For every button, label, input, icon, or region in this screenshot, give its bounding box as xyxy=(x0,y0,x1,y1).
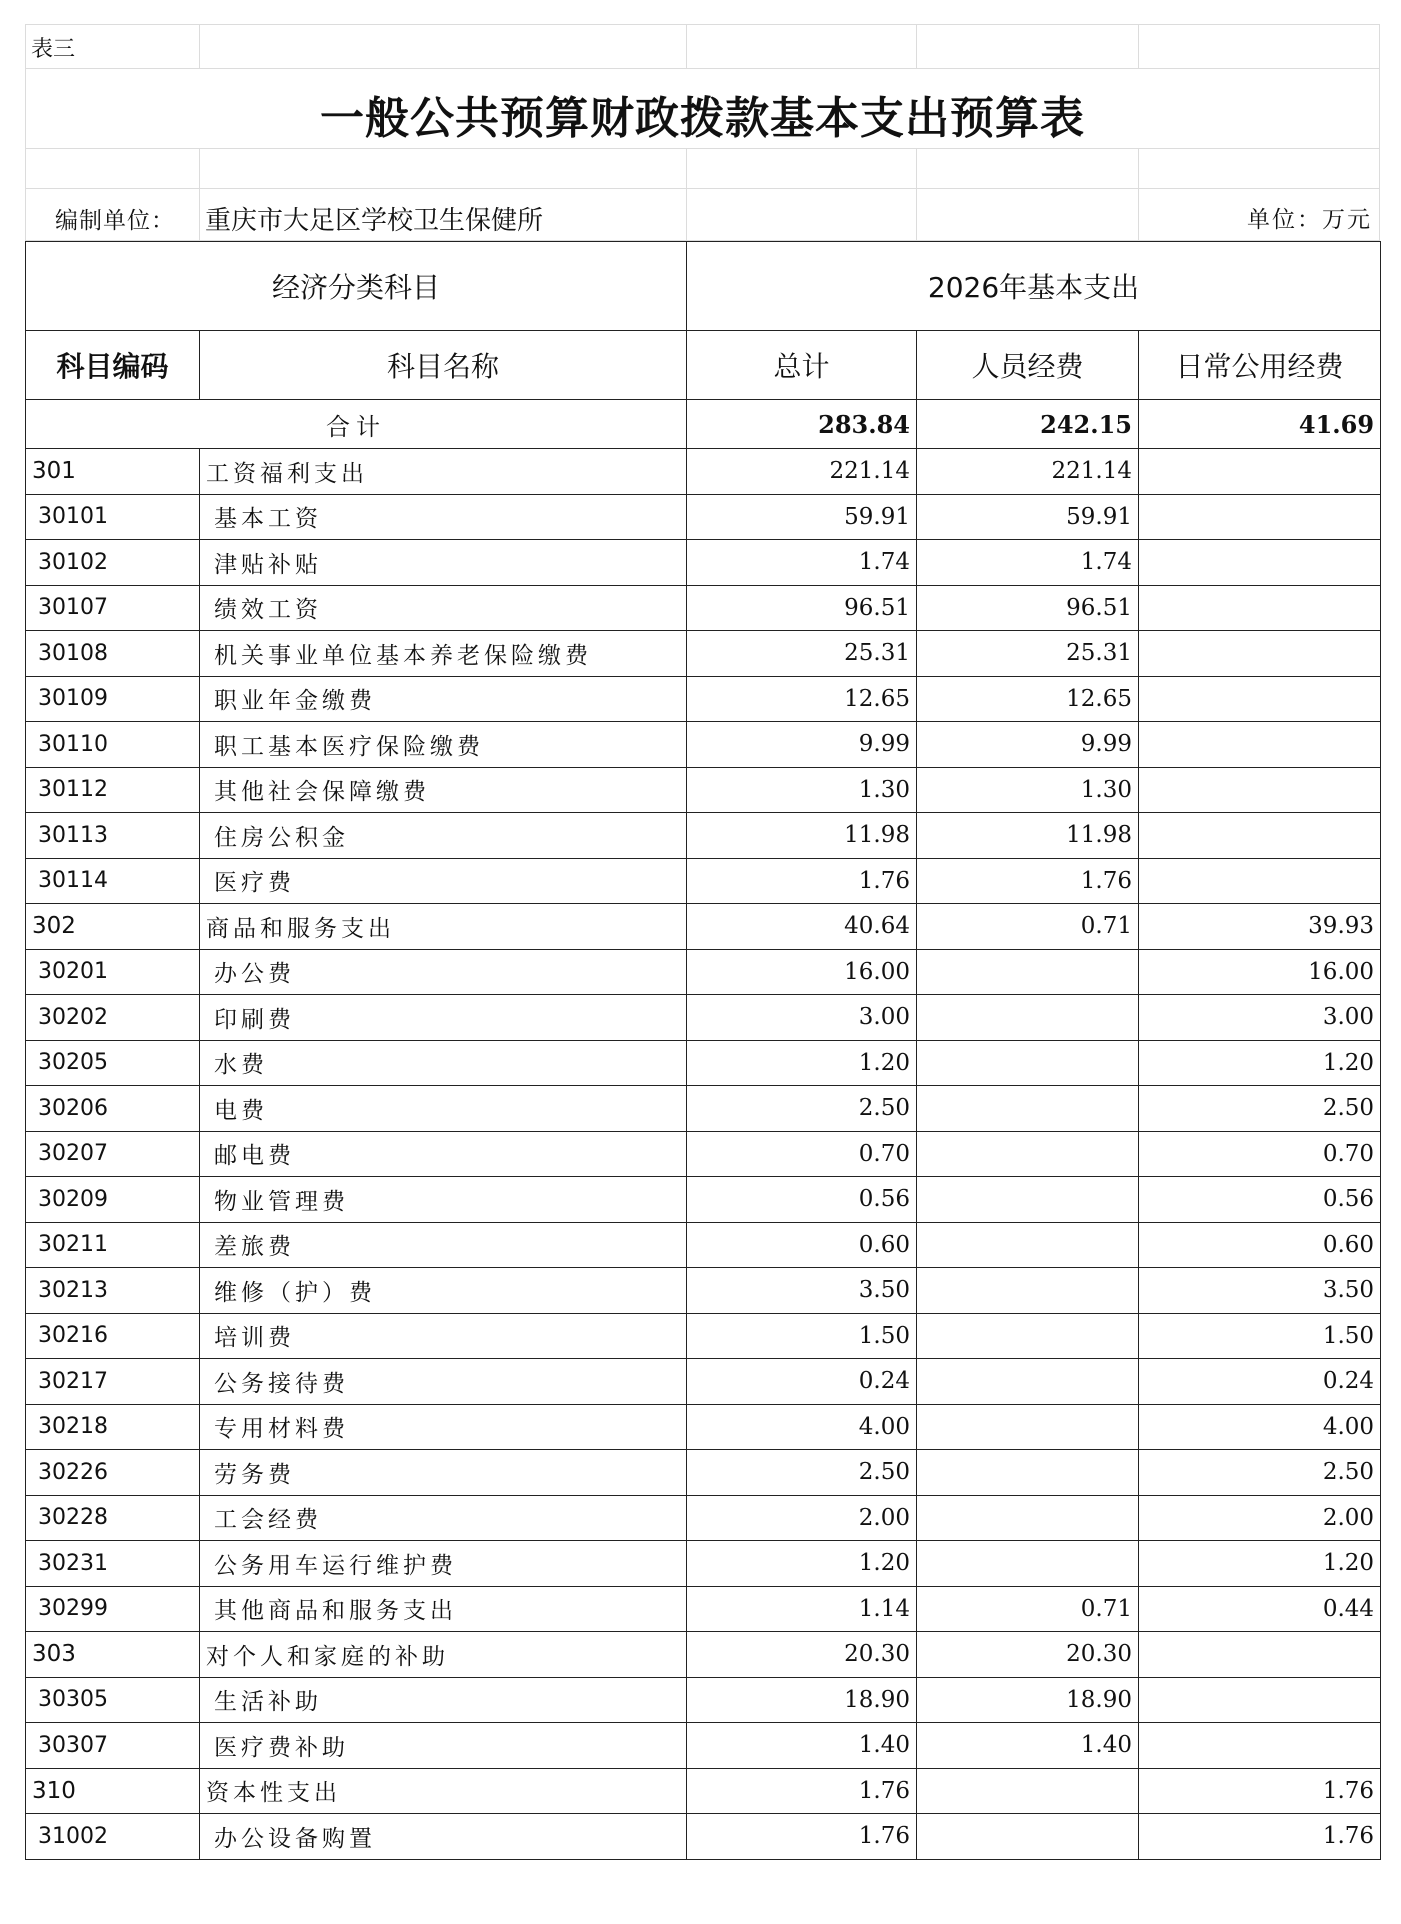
table-row xyxy=(26,1495,1381,1541)
cell-name: 工资福利支出 xyxy=(200,449,687,495)
cell-code: 301 xyxy=(26,449,200,495)
cell-personnel: 1.40 xyxy=(917,1723,1139,1769)
header-name: 科目名称 xyxy=(200,331,687,400)
cell-name: 医疗费补助 xyxy=(200,1723,687,1769)
cell-personnel: 12.65 xyxy=(917,676,1139,722)
cell-public: 2.00 xyxy=(1139,1495,1381,1541)
table-row xyxy=(26,1541,1381,1587)
cell-name: 津贴补贴 xyxy=(200,540,687,586)
cell-name: 办公设备购置 xyxy=(200,1814,687,1860)
header-row-columns xyxy=(26,331,1381,400)
cell-code: 30202 xyxy=(26,995,200,1041)
cell-public xyxy=(1139,585,1381,631)
cell-personnel: 59.91 xyxy=(917,494,1139,540)
cell-personnel xyxy=(917,1768,1139,1814)
cell-name: 对个人和家庭的补助 xyxy=(200,1632,687,1678)
cell-personnel xyxy=(917,1359,1139,1405)
cell-public: 0.70 xyxy=(1139,1131,1381,1177)
table-row xyxy=(26,1086,1381,1132)
cell-name: 电费 xyxy=(200,1086,687,1132)
cell-code: 30205 xyxy=(26,1040,200,1086)
cell-name: 基本工资 xyxy=(200,494,687,540)
cell-public: 3.50 xyxy=(1139,1268,1381,1314)
cell-name: 其他社会保障缴费 xyxy=(200,767,687,813)
cell-public: 39.93 xyxy=(1139,904,1381,950)
cell-personnel: 20.30 xyxy=(917,1632,1139,1678)
cell-name: 水费 xyxy=(200,1040,687,1086)
header-code: 科目编码 xyxy=(26,331,200,400)
cell-personnel xyxy=(917,1814,1139,1860)
cell-total: 0.24 xyxy=(687,1359,917,1405)
page-title: 一般公共预算财政拨款基本支出预算表 xyxy=(320,93,1085,144)
cell-total: 1.76 xyxy=(687,1814,917,1860)
table-row xyxy=(26,1177,1381,1223)
header-personnel: 人员经费 xyxy=(917,331,1139,400)
cell-public xyxy=(1139,676,1381,722)
header-row-group xyxy=(26,242,1381,331)
cell-personnel xyxy=(917,1040,1139,1086)
cell-code: 30209 xyxy=(26,1177,200,1223)
cell-personnel: 0.71 xyxy=(917,904,1139,950)
total-public: 41.69 xyxy=(1139,400,1381,449)
cell-name: 公务接待费 xyxy=(200,1359,687,1405)
cell-total: 16.00 xyxy=(687,949,917,995)
cell-code: 30107 xyxy=(26,585,200,631)
cell-personnel xyxy=(917,1268,1139,1314)
table-row xyxy=(26,1586,1381,1632)
cell-personnel: 1.74 xyxy=(917,540,1139,586)
cell-public: 1.50 xyxy=(1139,1313,1381,1359)
cell-name: 印刷费 xyxy=(200,995,687,1041)
cell-public xyxy=(1139,1632,1381,1678)
cell-public: 0.24 xyxy=(1139,1359,1381,1405)
header-total: 总计 xyxy=(687,331,917,400)
cell-code: 30207 xyxy=(26,1131,200,1177)
table-row xyxy=(26,1313,1381,1359)
cell-total: 1.20 xyxy=(687,1541,917,1587)
currency-label: 单位：万元 xyxy=(1247,207,1372,233)
cell-code: 30201 xyxy=(26,949,200,995)
table-row xyxy=(26,949,1381,995)
cell-personnel: 1.76 xyxy=(917,858,1139,904)
cell-code: 30217 xyxy=(26,1359,200,1405)
table-row xyxy=(26,1632,1381,1678)
cell-public: 0.60 xyxy=(1139,1222,1381,1268)
total-personnel: 242.15 xyxy=(917,400,1139,449)
cell-code: 30114 xyxy=(26,858,200,904)
table-row xyxy=(26,1768,1381,1814)
cell-personnel xyxy=(917,1131,1139,1177)
cell-total: 25.31 xyxy=(687,631,917,677)
cell-code: 30113 xyxy=(26,813,200,859)
cell-code: 30110 xyxy=(26,722,200,768)
cell-total: 3.00 xyxy=(687,995,917,1041)
cell-personnel xyxy=(917,1313,1139,1359)
cell-code: 30109 xyxy=(26,676,200,722)
total-row xyxy=(26,400,1381,449)
cell-code: 30216 xyxy=(26,1313,200,1359)
cell-public xyxy=(1139,540,1381,586)
budget-table xyxy=(25,241,1381,1860)
cell-personnel xyxy=(917,995,1139,1041)
cell-public: 4.00 xyxy=(1139,1404,1381,1450)
cell-personnel xyxy=(917,1177,1139,1223)
table-row xyxy=(26,1450,1381,1496)
cell-code: 30102 xyxy=(26,540,200,586)
cell-name: 工会经费 xyxy=(200,1495,687,1541)
cell-total: 0.60 xyxy=(687,1222,917,1268)
cell-public xyxy=(1139,1723,1381,1769)
cell-total: 12.65 xyxy=(687,676,917,722)
cell-public: 16.00 xyxy=(1139,949,1381,995)
table-row xyxy=(26,995,1381,1041)
cell-total: 59.91 xyxy=(687,494,917,540)
cell-code: 30206 xyxy=(26,1086,200,1132)
table-row xyxy=(26,676,1381,722)
table-row xyxy=(26,904,1381,950)
cell-code: 30213 xyxy=(26,1268,200,1314)
cell-total: 0.56 xyxy=(687,1177,917,1223)
cell-total: 1.74 xyxy=(687,540,917,586)
cell-personnel xyxy=(917,1222,1139,1268)
cell-personnel: 18.90 xyxy=(917,1677,1139,1723)
cell-name: 机关事业单位基本养老保险缴费 xyxy=(200,631,687,677)
cell-personnel xyxy=(917,1086,1139,1132)
table-row xyxy=(26,722,1381,768)
cell-name: 物业管理费 xyxy=(200,1177,687,1223)
table-row xyxy=(26,449,1381,495)
table-row xyxy=(26,585,1381,631)
cell-name: 职工基本医疗保险缴费 xyxy=(200,722,687,768)
cell-public xyxy=(1139,1677,1381,1723)
cell-public xyxy=(1139,858,1381,904)
cell-total: 20.30 xyxy=(687,1632,917,1678)
cell-public xyxy=(1139,449,1381,495)
table-row xyxy=(26,1404,1381,1450)
table-row xyxy=(26,1268,1381,1314)
budget-sheet xyxy=(25,24,1380,1852)
cell-name: 资本性支出 xyxy=(200,1768,687,1814)
cell-public xyxy=(1139,767,1381,813)
total-amount: 283.84 xyxy=(687,400,917,449)
cell-name: 住房公积金 xyxy=(200,813,687,859)
table-row xyxy=(26,540,1381,586)
cell-total: 1.14 xyxy=(687,1586,917,1632)
header-economic-category: 经济分类科目 xyxy=(26,242,687,331)
cell-total: 40.64 xyxy=(687,904,917,950)
cell-code: 31002 xyxy=(26,1814,200,1860)
cell-name: 商品和服务支出 xyxy=(200,904,687,950)
sheet-header-area xyxy=(25,24,1380,241)
cell-public: 1.76 xyxy=(1139,1768,1381,1814)
cell-public: 1.20 xyxy=(1139,1541,1381,1587)
cell-name: 其他商品和服务支出 xyxy=(200,1586,687,1632)
cell-code: 30211 xyxy=(26,1222,200,1268)
cell-total: 2.50 xyxy=(687,1450,917,1496)
cell-public: 1.20 xyxy=(1139,1040,1381,1086)
cell-public: 3.00 xyxy=(1139,995,1381,1041)
cell-code: 310 xyxy=(26,1768,200,1814)
cell-code: 30108 xyxy=(26,631,200,677)
cell-personnel: 11.98 xyxy=(917,813,1139,859)
cell-public: 0.56 xyxy=(1139,1177,1381,1223)
cell-code: 30231 xyxy=(26,1541,200,1587)
cell-code: 30101 xyxy=(26,494,200,540)
cell-personnel xyxy=(917,1404,1139,1450)
cell-total: 2.50 xyxy=(687,1086,917,1132)
table-row xyxy=(26,767,1381,813)
table-row xyxy=(26,858,1381,904)
cell-name: 生活补助 xyxy=(200,1677,687,1723)
cell-total: 0.70 xyxy=(687,1131,917,1177)
cell-code: 30307 xyxy=(26,1723,200,1769)
table-row xyxy=(26,1723,1381,1769)
cell-total: 1.76 xyxy=(687,1768,917,1814)
cell-total: 3.50 xyxy=(687,1268,917,1314)
table-row xyxy=(26,813,1381,859)
cell-name: 维修（护）费 xyxy=(200,1268,687,1314)
cell-name: 职业年金缴费 xyxy=(200,676,687,722)
cell-public xyxy=(1139,494,1381,540)
cell-personnel xyxy=(917,949,1139,995)
unit-label: 编制单位： xyxy=(55,208,175,234)
unit-name: 重庆市大足区学校卫生保健所 xyxy=(205,206,544,236)
total-label: 合计 xyxy=(26,400,687,449)
cell-total: 1.20 xyxy=(687,1040,917,1086)
cell-public: 1.76 xyxy=(1139,1814,1381,1860)
cell-name: 培训费 xyxy=(200,1313,687,1359)
cell-total: 18.90 xyxy=(687,1677,917,1723)
table-row xyxy=(26,1040,1381,1086)
table-row xyxy=(26,494,1381,540)
cell-public xyxy=(1139,813,1381,859)
cell-code: 30299 xyxy=(26,1586,200,1632)
cell-code: 30226 xyxy=(26,1450,200,1496)
cell-public: 2.50 xyxy=(1139,1086,1381,1132)
header-public: 日常公用经费 xyxy=(1139,331,1381,400)
cell-personnel: 25.31 xyxy=(917,631,1139,677)
cell-total: 11.98 xyxy=(687,813,917,859)
cell-total: 221.14 xyxy=(687,449,917,495)
cell-personnel: 1.30 xyxy=(917,767,1139,813)
cell-public xyxy=(1139,631,1381,677)
cell-name: 公务用车运行维护费 xyxy=(200,1541,687,1587)
cell-name: 办公费 xyxy=(200,949,687,995)
cell-code: 30218 xyxy=(26,1404,200,1450)
cell-code: 30228 xyxy=(26,1495,200,1541)
cell-public: 2.50 xyxy=(1139,1450,1381,1496)
cell-personnel: 96.51 xyxy=(917,585,1139,631)
cell-total: 96.51 xyxy=(687,585,917,631)
cell-public: 0.44 xyxy=(1139,1586,1381,1632)
table-row xyxy=(26,1359,1381,1405)
table-row xyxy=(26,1814,1381,1860)
cell-name: 差旅费 xyxy=(200,1222,687,1268)
cell-code: 30112 xyxy=(26,767,200,813)
cell-personnel xyxy=(917,1541,1139,1587)
table-row xyxy=(26,1131,1381,1177)
sheet-label: 表三 xyxy=(31,37,76,62)
cell-name: 绩效工资 xyxy=(200,585,687,631)
cell-total: 1.40 xyxy=(687,1723,917,1769)
cell-total: 1.76 xyxy=(687,858,917,904)
cell-personnel xyxy=(917,1495,1139,1541)
cell-code: 303 xyxy=(26,1632,200,1678)
cell-code: 302 xyxy=(26,904,200,950)
cell-name: 专用材料费 xyxy=(200,1404,687,1450)
cell-name: 医疗费 xyxy=(200,858,687,904)
cell-total: 1.50 xyxy=(687,1313,917,1359)
cell-total: 1.30 xyxy=(687,767,917,813)
cell-public xyxy=(1139,722,1381,768)
cell-code: 30305 xyxy=(26,1677,200,1723)
header-basic-expenditure: 2026年基本支出 xyxy=(687,242,1381,331)
cell-personnel: 9.99 xyxy=(917,722,1139,768)
cell-personnel: 0.71 xyxy=(917,1586,1139,1632)
cell-total: 9.99 xyxy=(687,722,917,768)
cell-total: 4.00 xyxy=(687,1404,917,1450)
cell-name: 劳务费 xyxy=(200,1450,687,1496)
table-row xyxy=(26,1677,1381,1723)
cell-personnel: 221.14 xyxy=(917,449,1139,495)
table-row xyxy=(26,1222,1381,1268)
cell-name: 邮电费 xyxy=(200,1131,687,1177)
table-row xyxy=(26,631,1381,677)
cell-total: 2.00 xyxy=(687,1495,917,1541)
cell-personnel xyxy=(917,1450,1139,1496)
